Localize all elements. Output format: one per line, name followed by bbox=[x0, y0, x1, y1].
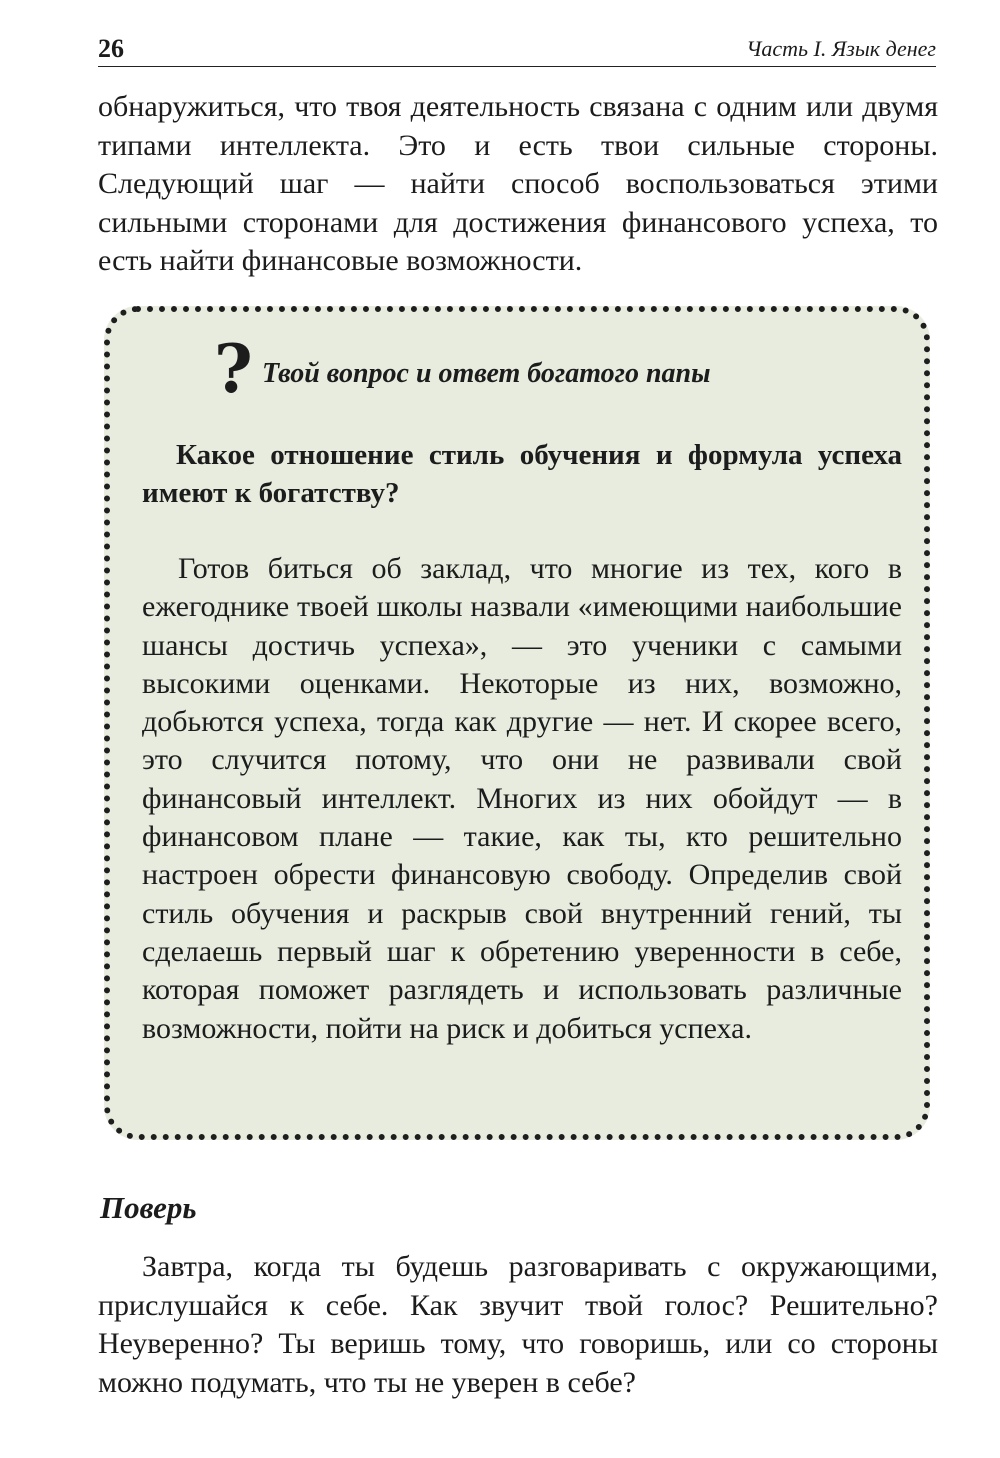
section-heading: Поверь bbox=[100, 1190, 197, 1225]
section-paragraph: Завтра, когда ты будешь разговаривать с окружающими, прислушайся к себе. Как звучит твой голос? Решительно? Неуверенно? Ты веришь тому, что говоришь, или со стороны можно подумать, что ты не уверен в себе? bbox=[98, 1250, 938, 1399]
page-number: 26 bbox=[98, 34, 124, 63]
running-head: Часть I. Язык денег bbox=[746, 36, 936, 61]
intro-paragraph: обнаружиться, что твоя деятельность связана с одним или двумя типами интеллекта. Это и есть твои сильные стороны. Следующий шаг — найти способ воспользоваться этими сильными сторонами для достижения финансового успеха, то есть найти финансовые возможности. bbox=[98, 90, 938, 277]
sidebar-question: Какое отношение стиль обучения и формула успеха имеют к богатству? bbox=[142, 439, 902, 509]
sidebar-answer: Готов биться об заклад, что многие из тех, кого в ежегоднике твоей школы назвали «имеющими наибольшие шансы достичь успеха», — это ученики с самыми высокими оценками. Некоторые из них, возможно, добьются успеха, тогда как другие — нет. И скорее всего, это случится потому, что они не развивали свой финансовый интеллект. Многих из них обойдут — в финансовом плане — такие, как ты, кто решительно настроен обрести финансовую свободу. Определив свой стиль обучения и раскрыв свой внутренний гений, ты сделаешь первый шаг к обретению уверенности в себе, которая поможет разглядеть и использовать различные возможности, пойти на риск и добиться успеха. bbox=[142, 552, 902, 1045]
sidebar-title: Твой вопрос и ответ богатого папы bbox=[262, 358, 711, 389]
page-header bbox=[98, 36, 936, 67]
question-mark-icon: ? bbox=[214, 330, 253, 408]
